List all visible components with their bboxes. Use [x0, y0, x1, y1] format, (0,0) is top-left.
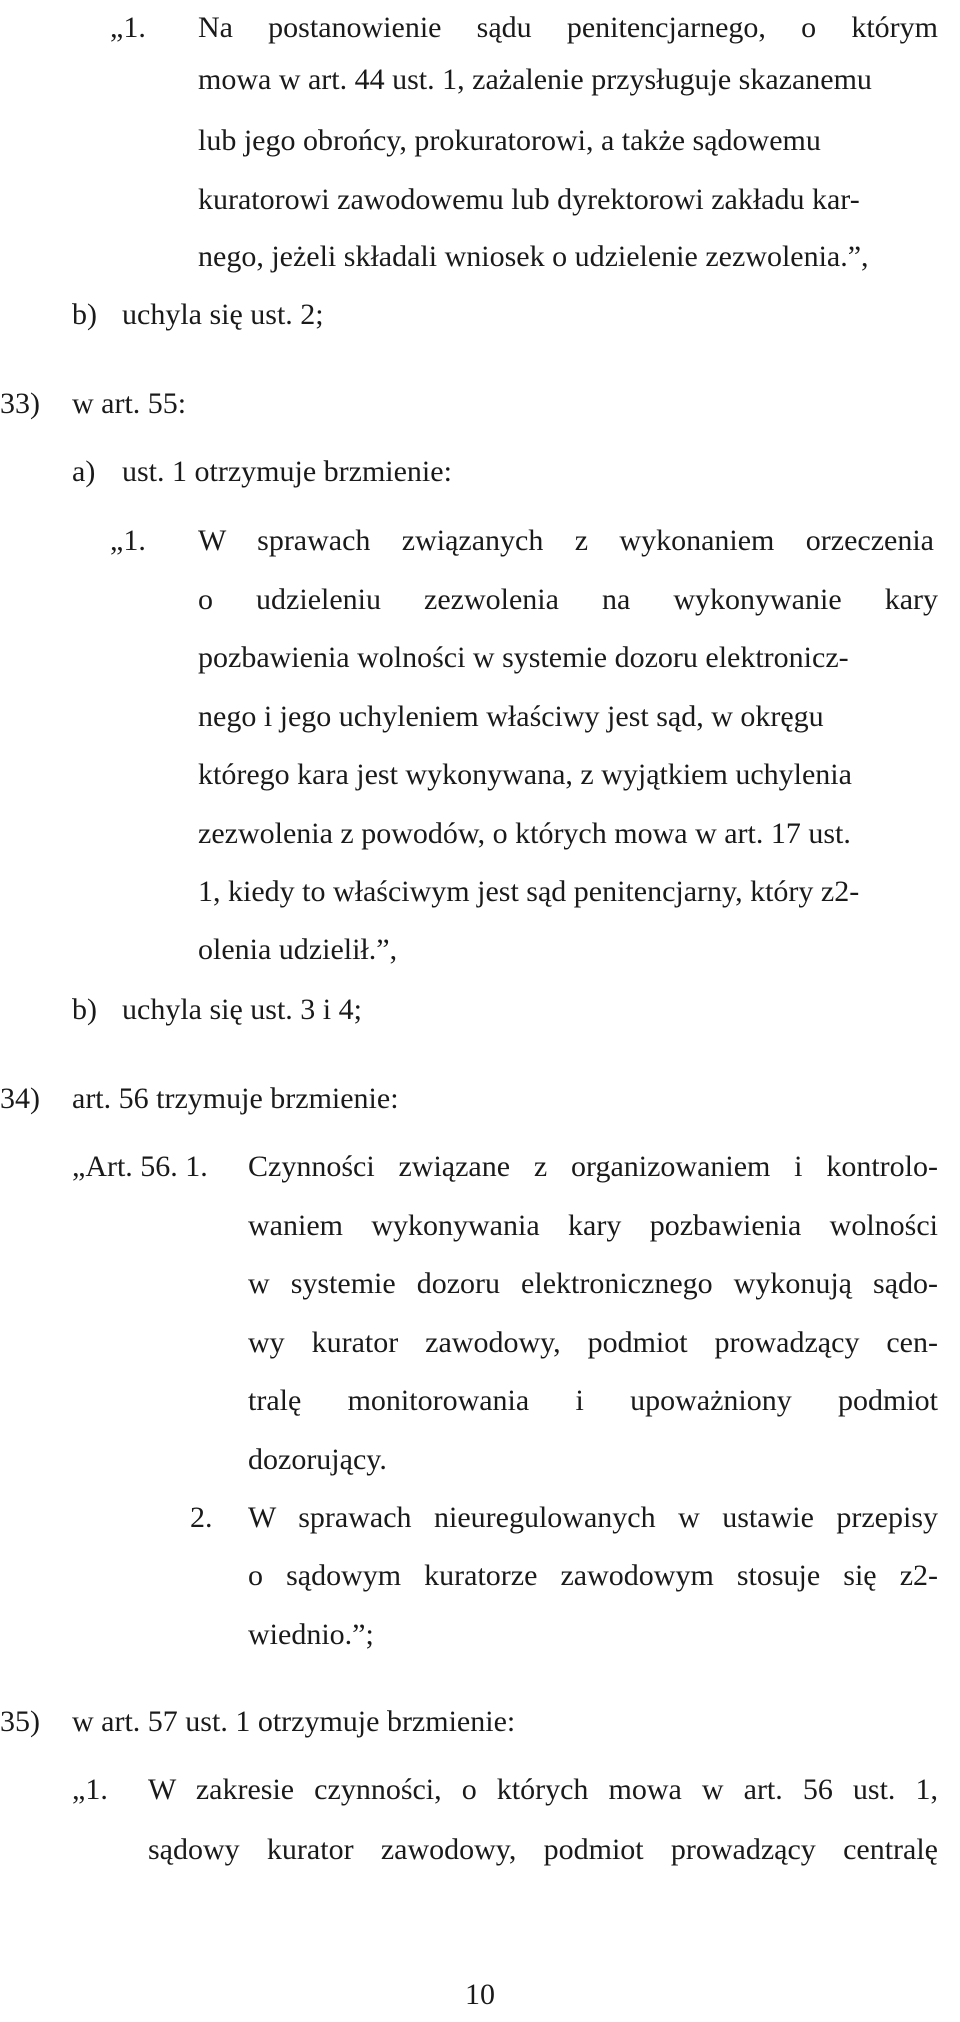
block-c-line: tralę monitorowania i upoważniony podmiot — [248, 1384, 938, 1417]
item-33-marker: 33) — [0, 387, 40, 420]
item-33a-marker: a) — [72, 455, 96, 488]
block-b-line: 1, kiedy to właściwym jest sąd penitencjarny, który z2- — [198, 875, 860, 908]
block-c-line: dozorujący. — [248, 1443, 387, 1476]
block-b-marker: „1. — [110, 524, 146, 557]
page-number: 10 — [465, 1978, 495, 2011]
item-b-marker: b) — [72, 298, 97, 331]
block-a-line: lub jego obrońcy, prokuratorowi, a także sądowemu — [198, 124, 821, 157]
block-a-line: Na postanowienie sądu penitencjarnego, o którym — [198, 11, 938, 44]
block-c-line: w systemie dozoru elektronicznego wykonują sądo- — [248, 1267, 938, 1300]
block-b-line: o udzieleniu zezwolenia na wykonywanie kary — [198, 583, 938, 616]
item-34-text: art. 56 trzymuje brzmienie: — [72, 1082, 399, 1115]
block-d-line: wiednio.”; — [248, 1618, 374, 1651]
item-33a-text: ust. 1 otrzymuje brzmienie: — [122, 455, 452, 488]
block-c-line: wy kurator zawodowy, podmiot prowadzący cen- — [248, 1326, 938, 1359]
item-33-text: w art. 55: — [72, 387, 187, 420]
block-b-line: nego i jego uchyleniem właściwy jest sąd, w okręgu — [198, 700, 824, 733]
item-b-text: uchyla się ust. 2; — [122, 298, 324, 331]
block-c-line: Czynności związane z organizowaniem i kontrolo- — [248, 1150, 938, 1183]
block-a-marker: „1. — [110, 11, 146, 44]
block-b-line: W sprawach związanych z wykonaniem orzeczenia — [198, 524, 934, 557]
block-b-line: którego kara jest wykonywana, z wyjątkiem uchylenia — [198, 758, 852, 791]
block-d-line: W sprawach nieuregulowanych w ustawie przepisy — [248, 1501, 938, 1534]
block-a-line: kuratorowi zawodowemu lub dyrektorowi zakładu kar- — [198, 183, 860, 216]
block-d-marker: 2. — [190, 1501, 213, 1534]
block-b-line: olenia udzielił.”, — [198, 933, 398, 966]
block-b-line: zezwolenia z powodów, o których mowa w art. 17 ust. — [198, 817, 851, 850]
block-e-line: sądowy kurator zawodowy, podmiot prowadzący centralę — [148, 1833, 938, 1866]
block-c-marker: „Art. 56. 1. — [72, 1150, 208, 1183]
block-e-marker: „1. — [72, 1773, 108, 1806]
block-e-line: W zakresie czynności, o których mowa w art. 56 ust. 1, — [148, 1773, 938, 1806]
item-33b-marker: b) — [72, 993, 97, 1026]
block-c-line: waniem wykonywania kary pozbawienia wolności — [248, 1209, 938, 1242]
block-a-line: mowa w art. 44 ust. 1, zażalenie przysługuje skazanemu — [198, 63, 872, 96]
item-35-text: w art. 57 ust. 1 otrzymuje brzmienie: — [72, 1705, 516, 1738]
item-35-marker: 35) — [0, 1705, 40, 1738]
block-d-line: o sądowym kuratorze zawodowym stosuje się z2- — [248, 1559, 938, 1592]
item-33b-text: uchyla się ust. 3 i 4; — [122, 993, 362, 1026]
block-a-line: nego, jeżeli składali wniosek o udzielenie zezwolenia.”, — [198, 240, 869, 273]
item-34-marker: 34) — [0, 1082, 40, 1115]
block-b-line: pozbawienia wolności w systemie dozoru elektronicz- — [198, 641, 849, 674]
